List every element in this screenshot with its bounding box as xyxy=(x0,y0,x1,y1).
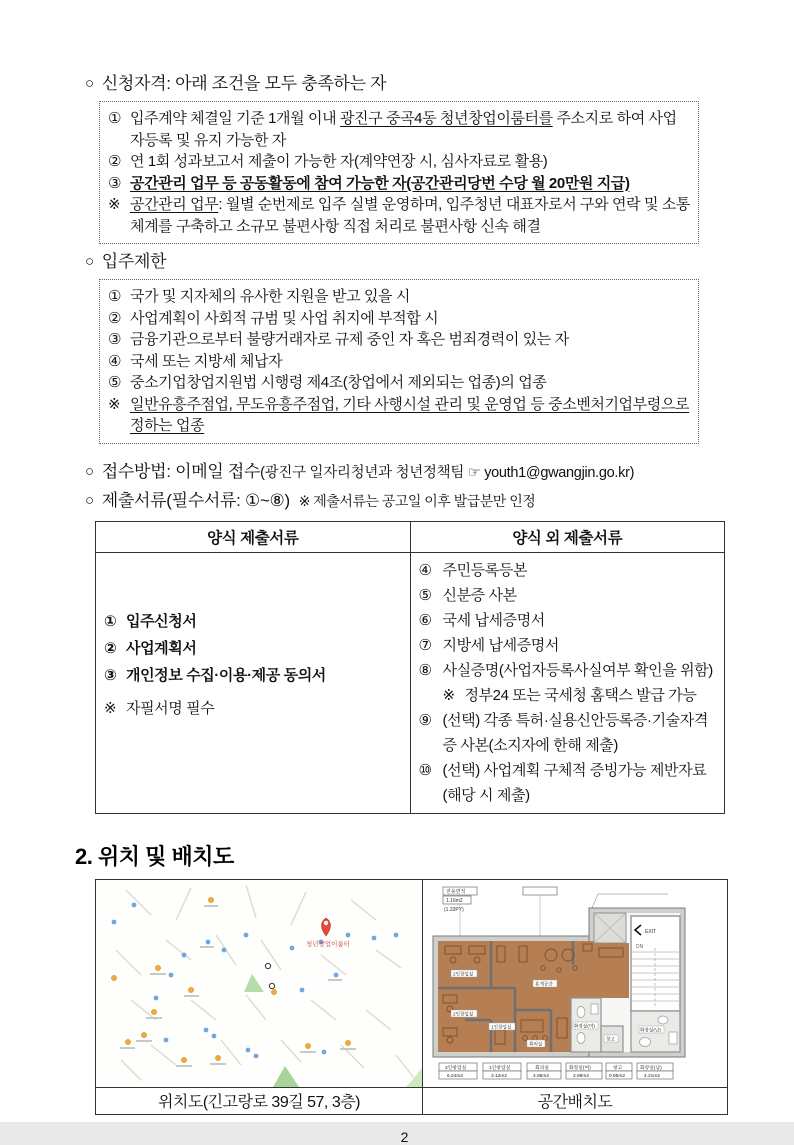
item-number: ① xyxy=(104,613,117,630)
restriction-heading-text: 입주제한 xyxy=(101,252,167,271)
note-text-underline: 공간관리 업무 xyxy=(130,196,219,213)
item-text: 지방세 납세증명서 xyxy=(442,636,559,654)
form-docs-cell xyxy=(96,552,411,813)
other-doc-item xyxy=(419,658,717,683)
item-text: 사업계획이 사회적 규범 및 사업 취지에 부적합 시 xyxy=(130,309,439,327)
documents-table xyxy=(95,521,725,814)
item-text: 연 1회 성과보고서 제출이 가능한 자(계약연장 시, 심사자료로 활용) xyxy=(130,153,548,170)
restriction-box xyxy=(99,279,699,444)
documents-note: ※ 제출서류는 공고일 이후 발급분만 인정 xyxy=(298,492,536,509)
dn-label: DN xyxy=(636,943,644,950)
page-number: 2 xyxy=(400,1128,409,1145)
item-text xyxy=(130,108,690,151)
legend-area: 2.99m2 xyxy=(573,1073,589,1079)
restriction-item-1 xyxy=(108,286,690,308)
item-text: (선택) 각종 특허·실용신안등록증·기술자격증 사본(소지자에 한해 제출) xyxy=(442,711,708,754)
legend-name: 1인창업실 xyxy=(489,1065,511,1071)
other-doc-item xyxy=(419,608,717,633)
room-label: 2인창업실 xyxy=(453,971,474,976)
item-text: 주민등록등본 xyxy=(442,561,528,579)
documents-table-body-row xyxy=(96,552,725,813)
legend-name: 화장실(남) xyxy=(640,1065,662,1071)
legend-name: 2인창업실 xyxy=(445,1065,467,1071)
other-doc-item xyxy=(419,583,717,608)
map-background xyxy=(96,880,422,1087)
annotation-line: (1.33PY) xyxy=(444,906,464,913)
bullet-circle-icon: ○ xyxy=(85,462,94,480)
note-text: 정부24 또는 국세청 홈택스 발급 가능 xyxy=(464,686,697,704)
figure-row xyxy=(96,879,728,1087)
documents-label: 제출서류(필수서류: ①~⑧) xyxy=(101,490,290,510)
annotation-line: 전용면적 xyxy=(446,888,466,895)
qualification-box xyxy=(99,101,699,244)
col-header-other-docs xyxy=(410,521,725,552)
item-number: ② xyxy=(108,153,122,170)
figure-table xyxy=(95,879,728,1115)
qualification-heading-text: 신청자격: 아래 조건을 모두 충족하는 자 xyxy=(101,74,387,93)
annotation-line: 1.16m2 xyxy=(446,897,463,904)
map-caption: 위치도(긴고랑로 39길 57, 3층) xyxy=(96,1087,423,1114)
note-mark: ※ xyxy=(108,395,121,413)
item-number: ③ xyxy=(108,331,122,348)
item-text-post: 주소지로 하여 사업자등록 및 유지 가능한 자 xyxy=(130,110,677,149)
col-header-post: 제출서류 xyxy=(559,529,623,547)
restriction-heading xyxy=(85,250,724,274)
item-number: ⑤ xyxy=(418,586,432,604)
item-number: ⑥ xyxy=(418,611,432,629)
documents-line xyxy=(85,489,724,513)
qualification-item-1 xyxy=(108,108,690,151)
legend-area: 0.95m2 xyxy=(609,1073,625,1079)
map-image xyxy=(96,880,422,1087)
col-header-pre: 양식 xyxy=(512,529,546,547)
item-number: ① xyxy=(108,288,122,305)
map-pin-label: 청년창업이룸터 xyxy=(306,940,350,948)
legend-item xyxy=(483,1063,521,1079)
figure-caption-row xyxy=(96,1087,728,1114)
item-text: 입주신청서 xyxy=(126,613,197,630)
legend-name: 창고 xyxy=(613,1065,623,1071)
legend-area: 6.24m2 xyxy=(447,1073,463,1079)
qualification-heading xyxy=(85,72,724,96)
note-mark: ※ xyxy=(442,686,455,704)
bullet-circle-icon: ○ xyxy=(85,253,94,270)
room-label: 2인창업실 xyxy=(453,1011,474,1016)
item-text: (선택) 사업계획 구체적 증빙가능 제반자료(해당 시 제출) xyxy=(442,761,707,804)
room-label: 화장실(여) xyxy=(574,1023,595,1028)
item-number: ③ xyxy=(108,174,122,192)
legend-name: 화장실(여) xyxy=(569,1065,591,1071)
item-text: 사업계획서 xyxy=(126,640,197,657)
qualification-item-3 xyxy=(108,173,690,195)
note-mark: ※ xyxy=(108,196,121,213)
item-number: ⑨ xyxy=(418,711,432,729)
item-number: ⑧ xyxy=(418,661,432,679)
legend-name: 회의실 xyxy=(535,1065,549,1071)
item-number: ② xyxy=(108,309,122,327)
plan-legend xyxy=(439,1063,673,1079)
room-label: 휴게공간 xyxy=(535,981,553,986)
documents-text xyxy=(102,489,535,513)
legend-item xyxy=(637,1063,673,1079)
item-number: ④ xyxy=(108,352,122,370)
method-paren-post: ) xyxy=(629,464,635,481)
method-paren-pre: (광진구 일자리청년과 청년정책팀 ☞ xyxy=(260,464,485,481)
legend-item xyxy=(527,1063,561,1079)
item-text: 사실증명(사업자등록사실여부 확인을 위함) xyxy=(442,661,713,679)
method-paren xyxy=(260,465,634,481)
note-text xyxy=(130,194,690,237)
legend-area: 4.21m2 xyxy=(644,1073,660,1079)
item-number: ⑤ xyxy=(108,374,122,391)
restriction-item-2 xyxy=(108,308,690,330)
legend-item xyxy=(566,1063,602,1079)
other-doc-item xyxy=(419,558,717,583)
item-number: ② xyxy=(104,640,117,657)
item-text: 국세 또는 지방세 체납자 xyxy=(130,352,283,370)
item-text: 금융기관으로부터 불량거래자로 규제 중인 자 혹은 범죄경력이 있는 자 xyxy=(130,331,569,348)
item-text: 개인정보 수집·이용·제공 동의서 xyxy=(126,667,326,684)
item-text: 국가 및 지자체의 유사한 지원을 받고 있을 시 xyxy=(130,288,410,305)
legend-item xyxy=(439,1063,477,1079)
form-doc-note xyxy=(104,697,402,720)
item-text: 공간관리 업무 등 공동활동에 참여 가능한 자(공간관리당번 수당 월 20만원 지급) xyxy=(130,174,630,192)
item-text-pre: 입주계약 체결일 기준 1개월 이내 xyxy=(130,110,340,127)
note-mark: ※ xyxy=(104,700,117,717)
plan-stairs xyxy=(631,916,680,1011)
note-text-post: : 월별 순번제로 입주 실별 운영하며, 입주청년 대표자로서 구와 연락 및 소통체계를 구축하고 소규모 불편사항 직접 처리로 불편사항 신속 해결 xyxy=(130,196,690,235)
plan-elevator-room xyxy=(594,913,626,943)
restriction-item-5 xyxy=(108,372,690,394)
other-doc-item xyxy=(419,758,717,808)
floorplan-image xyxy=(423,880,727,1087)
room-label: 1인창업실 xyxy=(491,1024,512,1029)
item-number: ③ xyxy=(104,667,117,684)
item-number: ④ xyxy=(418,561,432,579)
email-address[interactable]: youth1@gwangjin.go.kr xyxy=(484,464,630,481)
method-label: 접수방법: 이메일 접수 xyxy=(101,461,261,481)
note-text: 일반유흥주점업, 무도유흥주점업, 기타 사행시설 관리 및 운영업 등 중소벤처기업부령으로 정하는 업종 xyxy=(130,395,690,434)
room-label: 회의실 xyxy=(529,1041,543,1046)
legend-area: 3.12m2 xyxy=(491,1073,507,1079)
form-doc-item xyxy=(104,610,402,633)
restriction-item-4 xyxy=(108,351,690,373)
note-text: 자필서명 필수 xyxy=(126,700,215,717)
method-text xyxy=(102,460,634,485)
restriction-note xyxy=(108,394,690,437)
item-text: 신분증 사본 xyxy=(442,586,517,604)
col-header-form-docs: 양식 제출서류 xyxy=(96,521,411,552)
other-doc-item xyxy=(419,708,717,758)
col-header-bold: 외 xyxy=(545,529,560,547)
qualification-item-2 xyxy=(108,151,690,173)
other-doc-item xyxy=(419,633,717,658)
bullet-circle-icon: ○ xyxy=(85,75,94,92)
section2-heading: 2. 위치 및 배치도 xyxy=(75,843,234,869)
form-doc-item xyxy=(104,664,402,687)
item-text: 국세 납세증명서 xyxy=(442,611,545,629)
item-text: 중소기업창업지원법 시행령 제4조(창업에서 제외되는 업종)의 업종 xyxy=(130,374,547,391)
room-label: 창고 xyxy=(606,1036,615,1041)
floorplan-caption: 공간배치도 xyxy=(423,1087,728,1114)
other-doc-subnote xyxy=(419,683,717,708)
item-number: ① xyxy=(108,110,122,127)
item-text-underline: 광진구 중곡4동 청년창업이룸터를 xyxy=(339,110,553,127)
item-number: ⑩ xyxy=(418,761,432,779)
legend-item xyxy=(606,1063,632,1079)
item-number: ⑦ xyxy=(418,636,432,654)
location-map xyxy=(96,879,423,1087)
documents-table-header-row xyxy=(96,521,725,552)
other-docs-cell xyxy=(410,552,725,813)
bullet-circle-icon: ○ xyxy=(85,491,94,509)
exit-label: EXIT xyxy=(645,928,657,935)
legend-area: 4.95m2 xyxy=(533,1073,549,1079)
floorplan xyxy=(423,879,728,1087)
restriction-item-3 xyxy=(108,329,690,351)
qualification-note xyxy=(108,194,690,237)
room-label: 화장실(남) xyxy=(640,1027,661,1032)
method-line xyxy=(85,460,724,485)
form-doc-item xyxy=(104,637,402,660)
